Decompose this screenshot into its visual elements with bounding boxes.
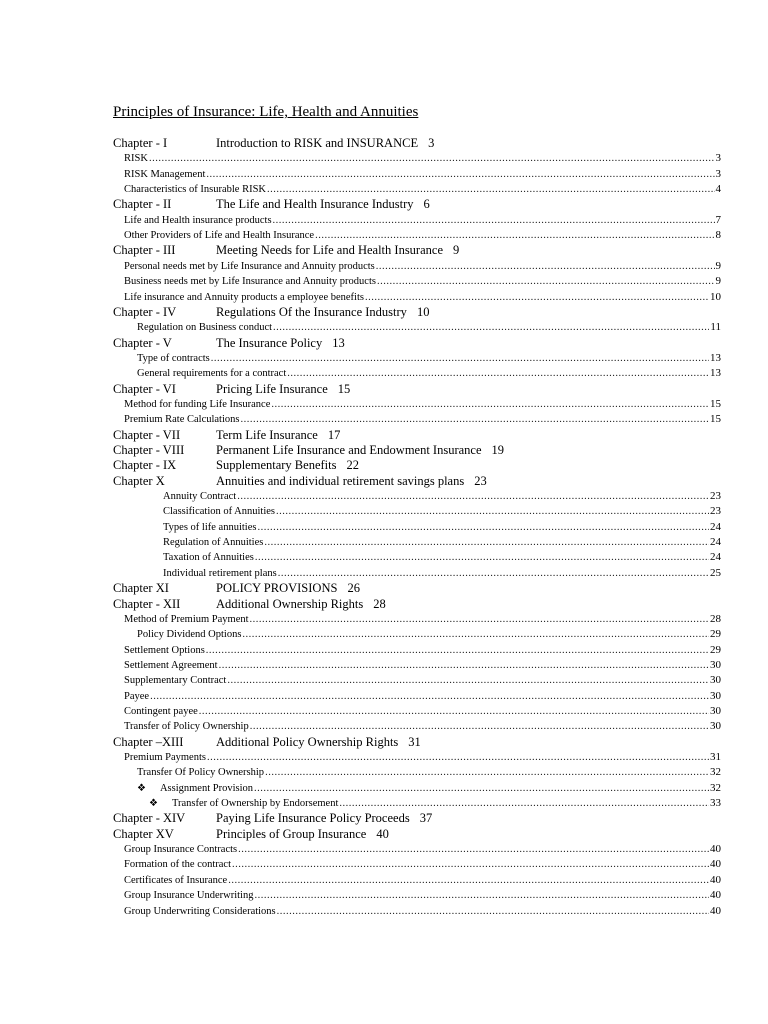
- toc-entry: [0, 857, 768, 873]
- toc-entry-title[interactable]: Classification of Annuities: [163, 506, 275, 518]
- dot-leader: [211, 352, 709, 366]
- toc-entry-title[interactable]: Premium Payments: [124, 752, 206, 763]
- toc-entry-title[interactable]: Transfer Of Policy Ownership: [137, 767, 265, 779]
- toc-entry: [0, 182, 768, 198]
- chapter-page-number: 19: [491, 443, 505, 457]
- toc-entry: [0, 351, 768, 367]
- toc-entry-title[interactable]: Settlement Agreement: [124, 659, 218, 671]
- toc-page-number: 24: [710, 551, 721, 564]
- chapter-title[interactable]: Term Life Insurance: [216, 427, 318, 442]
- chapter-title[interactable]: Regulations Of the Insurance Industry: [216, 304, 407, 319]
- chapter-label: Chapter - XIV: [113, 811, 186, 826]
- dot-leader: [227, 674, 709, 688]
- toc-entry: [0, 167, 768, 183]
- chapter-label: Chapter - VIII: [113, 443, 185, 457]
- toc-entry-title[interactable]: Personal needs met by Life Insurance and Annuity products: [124, 260, 375, 272]
- dot-leader: [240, 413, 709, 427]
- toc-entry-title[interactable]: Regulation on Business conduct: [137, 322, 273, 334]
- toc-entry-title[interactable]: Policy Dividend Options: [137, 629, 242, 641]
- toc-entry: [0, 765, 768, 781]
- toc-entry: [0, 320, 768, 336]
- toc-entry: [0, 888, 768, 904]
- dot-leader: [273, 321, 709, 335]
- toc-entry: [0, 873, 768, 889]
- chapter-heading: [0, 136, 768, 152]
- chapter-title[interactable]: POLICY PROVISIONS: [216, 581, 338, 596]
- toc-entry-title[interactable]: RISK Management: [124, 168, 206, 180]
- chapter-heading: [0, 382, 768, 398]
- toc-page-number: 3: [715, 167, 721, 180]
- toc-entry: [0, 259, 768, 275]
- dot-leader: [232, 858, 709, 872]
- toc-page-number: 10: [710, 290, 721, 303]
- toc-entry: [0, 842, 768, 858]
- chapter-page-number: 10: [416, 304, 430, 319]
- toc-page-number: 3: [715, 152, 721, 165]
- toc-entry: [0, 504, 768, 520]
- toc-page-number: 40: [710, 873, 721, 886]
- chapter-label: Chapter XI: [113, 581, 169, 596]
- chapter-label: Chapter - IX: [113, 458, 177, 473]
- dot-leader: [149, 152, 715, 166]
- toc-entry-title[interactable]: Method of Premium Payment: [124, 613, 249, 625]
- document-title: Principles of Insurance: Life, Health and Annuities: [113, 104, 419, 120]
- dot-leader: [250, 720, 709, 734]
- toc-entry-title[interactable]: Characteristics of Insurable RISK: [124, 184, 267, 196]
- chapter-page-number: 17: [327, 427, 341, 442]
- dot-leader: [264, 536, 709, 550]
- chapter-heading: [0, 581, 768, 597]
- dot-leader: [254, 889, 709, 903]
- toc-page-number: 31: [710, 751, 721, 763]
- toc-entry-title[interactable]: Group Underwriting Considerations: [124, 905, 276, 917]
- toc-entry-title[interactable]: Life insurance and Annuity products a employee benefits: [124, 291, 364, 303]
- toc-entry: [0, 627, 768, 643]
- toc-page-number: 24: [710, 520, 721, 533]
- chapter-page-number: 28: [373, 596, 386, 611]
- dot-leader: [199, 705, 709, 719]
- toc-page-number: 23: [710, 490, 721, 503]
- toc-entry-title[interactable]: Types of life annuities: [163, 521, 257, 533]
- toc-entry: [0, 151, 768, 167]
- dot-leader: [237, 490, 709, 504]
- toc-page-number: 32: [710, 781, 721, 794]
- chapter-heading: [0, 336, 768, 352]
- chapter-label: Chapter X: [113, 473, 165, 488]
- toc-page-number: 32: [710, 766, 721, 779]
- dot-leader: [273, 214, 715, 228]
- toc-entry-title[interactable]: Group Insurance Contracts: [124, 844, 238, 856]
- toc-page-number: 9: [715, 259, 721, 272]
- toc-page-number: 7: [715, 213, 721, 226]
- chapter-heading: [0, 474, 768, 490]
- dot-leader: [219, 659, 709, 673]
- toc-entry-title[interactable]: Other Providers of Life and Health Insurance: [124, 230, 315, 242]
- chapter-label: Chapter - IV: [113, 304, 177, 319]
- chapter-title[interactable]: The Life and Health Insurance Industry: [216, 197, 414, 212]
- dot-leader: [376, 260, 715, 274]
- chapter-heading: [0, 458, 768, 474]
- toc-entry-title[interactable]: Certificates of Insurance: [124, 874, 228, 886]
- dot-leader: [265, 766, 709, 780]
- toc-page-number: 15: [710, 397, 721, 410]
- diamond-bullet-icon: ❖: [137, 782, 146, 794]
- dot-leader: [276, 505, 709, 519]
- dot-leader: [207, 751, 709, 765]
- dot-leader: [277, 905, 709, 919]
- chapter-page-number: 15: [337, 381, 351, 396]
- dot-leader: [315, 229, 714, 243]
- toc-page-number: 30: [710, 674, 721, 687]
- dot-leader: [278, 567, 709, 581]
- toc-entry-title[interactable]: Life and Health insurance products: [124, 214, 272, 226]
- chapter-label: Chapter - VI: [113, 381, 176, 396]
- chapter-page-number: 26: [347, 581, 360, 596]
- chapter-page-number: 6: [423, 197, 430, 212]
- toc-page-number: 9: [715, 275, 721, 288]
- toc-entry-title[interactable]: Formation of the contract: [124, 859, 232, 871]
- dot-leader: [257, 521, 709, 535]
- toc-entry: [0, 535, 768, 551]
- dot-leader: [271, 398, 709, 412]
- toc-entry-title[interactable]: RISK: [124, 153, 148, 165]
- chapter-heading: [0, 597, 768, 613]
- toc-entry-title[interactable]: Contingent payee: [124, 705, 198, 717]
- toc-entry: [0, 719, 768, 735]
- toc-page-number: 11: [710, 321, 721, 334]
- toc-entry: [0, 412, 768, 428]
- chapter-heading: [0, 243, 768, 259]
- dot-leader: [339, 797, 709, 811]
- toc-entry: [0, 781, 768, 797]
- chapter-heading: [0, 827, 768, 843]
- toc-page-number: 8: [715, 229, 721, 242]
- chapter-page-number: 3: [428, 136, 435, 150]
- toc-entry-title[interactable]: Assignment Provision: [159, 782, 254, 794]
- toc-page-number: 30: [710, 689, 721, 702]
- toc-entry: [0, 397, 768, 413]
- toc-entry-title[interactable]: Method for funding Life Insurance: [124, 398, 271, 410]
- toc-entry: [0, 658, 768, 674]
- toc-entry-title[interactable]: Settlement Options: [124, 644, 205, 656]
- diamond-bullet-icon: ❖: [149, 798, 158, 810]
- chapter-label: Chapter - II: [113, 197, 172, 212]
- dot-leader: [242, 628, 709, 642]
- toc-entry: [0, 366, 768, 382]
- toc-entry: [0, 290, 768, 306]
- toc-entry-title[interactable]: Business needs met by Life Insurance and Annuity products: [124, 276, 376, 288]
- chapter-title[interactable]: Introduction to RISK and INSURANCE: [216, 136, 419, 150]
- dot-leader: [365, 291, 709, 305]
- chapter-label: Chapter - V: [113, 335, 172, 350]
- toc-entry: [0, 689, 768, 705]
- chapter-page-number: 31: [408, 734, 421, 749]
- toc-entry: [0, 673, 768, 689]
- dot-leader: [250, 613, 709, 627]
- toc-entry-title[interactable]: Payee: [124, 690, 150, 702]
- toc-page-number: 40: [710, 858, 721, 871]
- chapter-title[interactable]: Additional Ownership Rights: [216, 596, 364, 611]
- dot-leader: [377, 275, 715, 289]
- toc-entry-title[interactable]: Transfer of Policy Ownership: [124, 721, 249, 733]
- toc-entry: [0, 904, 768, 920]
- chapter-title[interactable]: Annuities and individual retirement savings plans: [216, 473, 465, 488]
- toc-entry: [0, 520, 768, 536]
- chapter-label: Chapter - I: [113, 136, 168, 150]
- toc-entry-title[interactable]: Group Insurance Underwriting: [124, 890, 254, 902]
- chapter-heading: [0, 305, 768, 321]
- chapter-title[interactable]: Meeting Needs for Life and Health Insurance: [216, 243, 443, 258]
- toc-page-number: 25: [710, 566, 721, 579]
- chapter-page-number: 37: [419, 811, 433, 826]
- toc-page-number: 4: [715, 183, 721, 196]
- chapter-heading: [0, 735, 768, 751]
- chapter-heading: [0, 811, 768, 827]
- toc-entry-title[interactable]: General requirements for a contract: [137, 368, 287, 380]
- toc-entry-title[interactable]: Transfer of Ownership by Endorsement: [171, 798, 339, 810]
- chapter-label: Chapter XV: [113, 826, 174, 841]
- toc-entry-title[interactable]: Premium Rate Calculations: [124, 414, 240, 426]
- toc-page-number: 24: [710, 536, 721, 549]
- toc-page-number: 30: [710, 720, 721, 733]
- chapter-heading: [0, 428, 768, 444]
- toc-page-number: 40: [710, 889, 721, 902]
- toc-entry: [0, 643, 768, 659]
- toc-page-number: 29: [710, 643, 721, 656]
- toc-page-number: 23: [710, 505, 721, 518]
- chapter-page-number: 9: [453, 243, 460, 258]
- toc-entry: [0, 213, 768, 229]
- dot-leader: [206, 168, 714, 182]
- chapter-heading: [0, 197, 768, 213]
- chapter-label: Chapter - VII: [113, 427, 181, 442]
- chapter-label: Chapter –XIII: [113, 734, 184, 749]
- chapter-title[interactable]: Principles of Group Insurance: [216, 826, 367, 841]
- chapter-label: Chapter - XII: [113, 596, 181, 611]
- toc-entry: [0, 566, 768, 582]
- toc-entry: [0, 489, 768, 505]
- chapter-label: Chapter - III: [113, 243, 176, 258]
- toc-page-number: 33: [710, 797, 721, 810]
- chapter-page-number: 13: [332, 335, 345, 350]
- dot-leader: [255, 551, 709, 565]
- toc-entry: [0, 750, 768, 766]
- dot-leader: [267, 183, 714, 197]
- dot-leader: [254, 782, 709, 796]
- toc-entry-title[interactable]: Taxation of Annuities: [163, 552, 254, 564]
- chapter-heading: [0, 443, 768, 459]
- toc-entry: [0, 612, 768, 628]
- chapter-title[interactable]: Supplementary Benefits: [216, 458, 337, 473]
- chapter-page-number: 23: [474, 473, 487, 488]
- toc-entry: [0, 228, 768, 244]
- toc-page-number: 30: [710, 704, 721, 717]
- toc-page-number: 15: [710, 413, 721, 426]
- dot-leader: [206, 644, 709, 658]
- chapter-title[interactable]: Additional Policy Ownership Rights: [216, 734, 399, 749]
- toc-page-number: 13: [710, 367, 721, 380]
- chapter-title[interactable]: The Insurance Policy: [216, 335, 323, 350]
- toc-entry: [0, 796, 768, 812]
- toc-entry-title[interactable]: Supplementary Contract: [124, 675, 227, 687]
- chapter-title[interactable]: Permanent Life Insurance and Endowment Insurance: [216, 443, 482, 457]
- toc-page-number: 13: [710, 351, 721, 364]
- toc-entry-title[interactable]: Annuity Contract: [163, 491, 237, 503]
- chapter-title[interactable]: Paying Life Insurance Policy Proceeds: [216, 811, 410, 826]
- toc-entry-title[interactable]: Individual retirement plans: [163, 567, 277, 579]
- toc-page-number: 29: [710, 628, 721, 641]
- toc-entry-title[interactable]: Type of contracts: [137, 352, 210, 364]
- toc-page-number: 40: [710, 843, 721, 856]
- chapter-page-number: 40: [376, 826, 389, 841]
- toc-page-number: 40: [710, 904, 721, 917]
- toc-entry: [0, 550, 768, 566]
- toc-entry: [0, 704, 768, 720]
- chapter-title[interactable]: Pricing Life Insurance: [216, 381, 328, 396]
- dot-leader: [238, 843, 709, 857]
- dot-leader: [228, 874, 709, 888]
- chapter-page-number: 22: [346, 458, 359, 473]
- toc-page-number: 30: [710, 658, 721, 671]
- toc-entry-title[interactable]: Regulation of Annuities: [163, 537, 264, 549]
- toc-entry: [0, 274, 768, 290]
- dot-leader: [150, 690, 709, 704]
- dot-leader: [287, 367, 709, 381]
- toc-page-number: 28: [710, 612, 721, 625]
